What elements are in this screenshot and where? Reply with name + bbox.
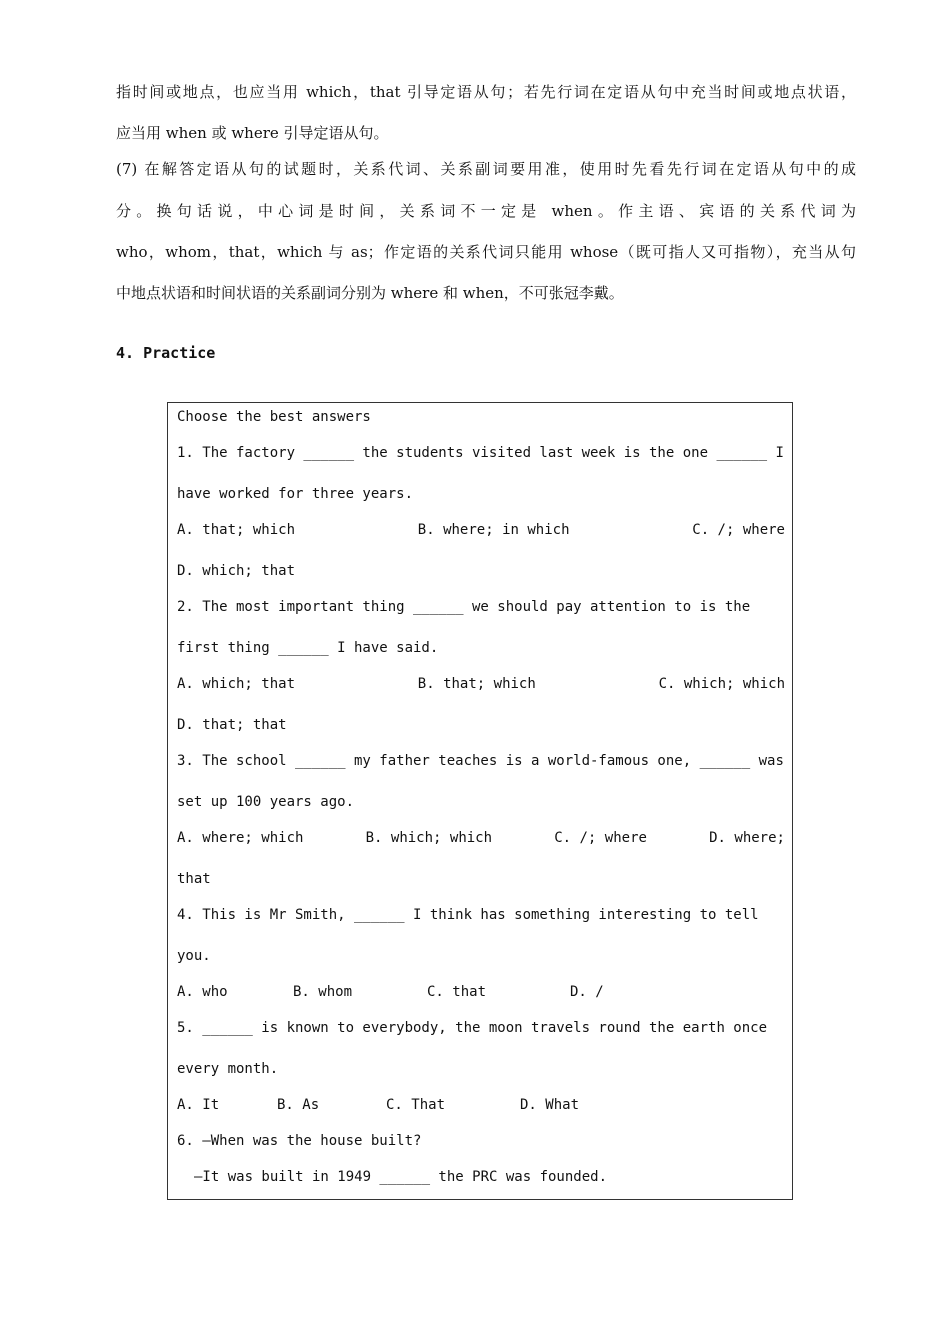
question-3-option-d: D. where; — [709, 830, 785, 846]
intro-line-2: 应当用 when 或 where 引导定语从句。 — [116, 124, 389, 142]
practice-instruction: Choose the best answers — [177, 409, 371, 425]
question-2-option-d: D. that; that — [177, 717, 287, 733]
question-1-option-a: A. that; which — [177, 522, 296, 538]
question-4-line-2: you. — [177, 948, 211, 964]
question-1-option-b: B. where; in which — [417, 522, 570, 538]
question-1-line-1: 1. The factory ______ the students visited last week is the one ______ I — [177, 445, 784, 461]
question-4-line-1: 4. This is Mr Smith, ______ I think has something interesting to tell — [177, 907, 759, 923]
intro-line-1: 指时间或地点，也应当用 which，that 引导定语从句；若先行词在定语从句中充当时间或地点状语， — [116, 83, 856, 101]
question-2-option-b: B. that; which — [417, 676, 536, 692]
question-6-line-2: —It was built in 1949 ______ the PRC was founded. — [194, 1169, 608, 1185]
intro-line-5: who，whom，that，which 与 as；作定语的关系代词只能用 whose（既可指人又可指物），充当从句 — [116, 243, 856, 261]
question-1-options — [177, 520, 785, 540]
question-2-line-1: 2. The most important thing ______ we should pay attention to is the — [177, 599, 751, 615]
question-3-option-c: C. /; where — [554, 830, 647, 846]
question-5-option-b: B. As — [277, 1097, 320, 1113]
question-4-option-b: B. whom — [293, 984, 353, 1000]
question-3-option-b: B. which; which — [365, 830, 493, 846]
question-3-option-d-continued: that — [177, 871, 211, 887]
question-1-option-d: D. which; that — [177, 563, 296, 579]
question-3-line-1: 3. The school ______ my father teaches is a world-famous one, ______ was — [177, 753, 784, 769]
question-3-option-a: A. where; which — [177, 830, 304, 846]
question-5-option-a: A. It — [177, 1097, 220, 1113]
question-5-option-c: C. That — [386, 1097, 446, 1113]
intro-line-4: 分。换句话说，中心词是时间，关系词不一定是 when。作主语、宾语的关系代词为 — [116, 202, 856, 220]
question-5-line-2: every month. — [177, 1061, 279, 1077]
question-2-line-2: first thing ______ I have said. — [177, 640, 439, 656]
question-1-option-c: C. /; where — [692, 522, 785, 538]
question-3-options — [177, 828, 785, 848]
question-2-option-a: A. which; that — [177, 676, 296, 692]
question-4-option-c: C. that — [427, 984, 487, 1000]
intro-line-3: (7) 在解答定语从句的试题时，关系代词、关系副词要用准，使用时先看先行词在定语从句中的成 — [116, 160, 856, 178]
section-heading: 4. Practice — [116, 344, 216, 362]
question-1-line-2: have worked for three years. — [177, 486, 414, 502]
question-3-line-2: set up 100 years ago. — [177, 794, 355, 810]
question-5-options — [177, 1095, 785, 1115]
question-4-options — [177, 982, 785, 1002]
question-5-line-1: 5. ______ is known to everybody, the moon travels round the earth once — [177, 1020, 768, 1036]
question-6-line-1: 6. —When was the house built? — [177, 1133, 422, 1149]
question-4-option-d: D. / — [570, 984, 604, 1000]
practice-box — [167, 402, 793, 1200]
question-5-option-d: D. What — [520, 1097, 580, 1113]
question-2-options — [177, 674, 785, 694]
question-4-option-a: A. who — [177, 984, 228, 1000]
intro-line-6: 中地点状语和时间状语的关系副词分别为 where 和 when，不可张冠李戴。 — [116, 284, 624, 302]
question-2-option-c: C. which; which — [658, 676, 785, 692]
